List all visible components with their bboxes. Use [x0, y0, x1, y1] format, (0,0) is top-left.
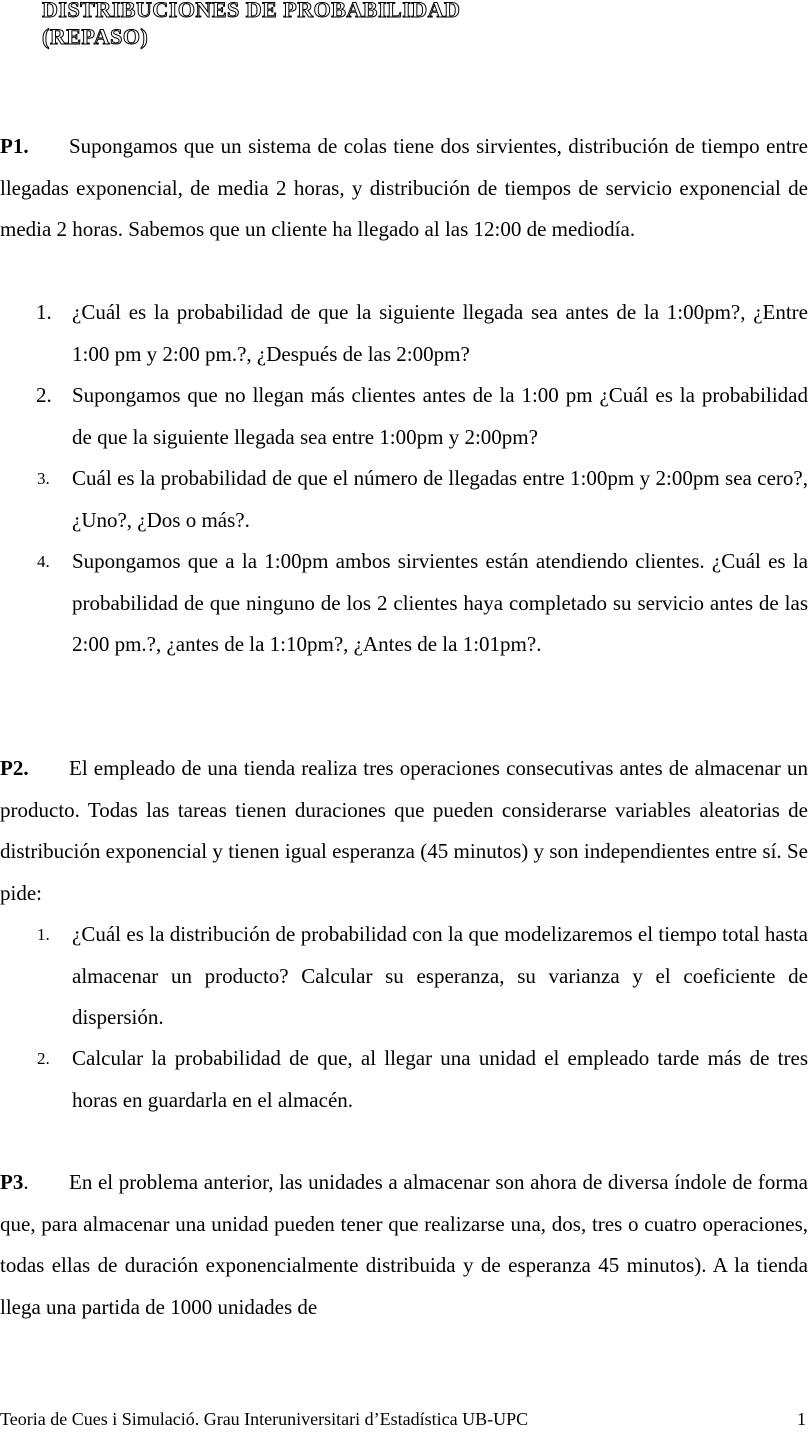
item-number: 1. — [36, 300, 52, 324]
page-number: 1 — [797, 1409, 806, 1429]
problem-3-label — [0, 1162, 69, 1204]
problem-3-text: En el problema anterior, las unidades a almacenar son ahora de diversa índole de forma que, para almacenar una unidad pueden tener que realizarse una, dos, tres o cuatro operaciones, todas ellas de duración exponencialmente distribuida y de esperanza 45 minutos). A la tienda llega una partida de 1000 unidades de — [0, 1170, 808, 1319]
problem-1-statement — [0, 126, 808, 251]
item-text: Cuál es la probabilidad de que el número de llegadas entre 1:00pm y 2:00pm sea cero?, ¿Uno?, ¿Dos o más?. — [72, 466, 808, 532]
problem-1-label: P1. — [0, 134, 29, 158]
problem-3-label-text: P3 — [0, 1170, 24, 1194]
problem-2-label: P2. — [0, 756, 29, 780]
item-text: Supongamos que a la 1:00pm ambos sirvientes están atendiendo clientes. ¿Cuál es la probabilidad de que ninguno de los 2 clientes haya completado su servicio antes de las 2:00 pm.?, ¿antes de la 1:10pm?, ¿Antes de la 1:01pm?. — [72, 549, 808, 656]
problem-1-item-4 — [0, 541, 808, 666]
problem-2-statement — [0, 748, 808, 914]
problem-1-text: Supongamos que un sistema de colas tiene dos sirvientes, distribución de tiempo entre llegadas exponencial, de media 2 horas, y distribución de tiempos de servicio exponencial de media 2 horas. Sabemos que un cliente ha llegado al las 12:00 de mediodía. — [0, 134, 808, 241]
problem-1-item-2 — [0, 375, 808, 458]
problem-3-statement — [0, 1162, 808, 1328]
document-title-line-2: (REPASO) — [42, 24, 149, 49]
page-footer — [0, 1406, 808, 1432]
item-text: Calcular la probabilidad de que, al llegar una unidad el empleado tarde más de tres horas en guardarla en el almacén. — [72, 1046, 808, 1112]
item-text: ¿Cuál es la distribución de probabilidad con la que modelizaremos el tiempo total hasta almacenar un producto? Calcular su esperanza, su varianza y el coeficiente de dispersión. — [72, 922, 808, 1029]
item-text: ¿Cuál es la probabilidad de que la siguiente llegada sea antes de la 1:00pm?, ¿Entre 1:00 pm y 2:00 pm.?, ¿Después de las 2:00pm? — [72, 300, 808, 366]
problem-2-text: El empleado de una tienda realiza tres operaciones consecutivas antes de almacenar un producto. Todas las tareas tienen duraciones que pueden considerarse variables aleatorias de distribución exponencial y tienen igual esperanza (45 minutos) y son independientes entre sí. Se pide: — [0, 756, 808, 905]
item-number: 3. — [37, 469, 50, 488]
item-number: 1. — [37, 925, 50, 944]
problem-2-item-1 — [0, 914, 808, 1039]
item-number: 2. — [36, 383, 52, 407]
item-number: 2. — [37, 1049, 50, 1068]
document-title-line-1: DISTRIBUCIONES DE PROBABILIDAD — [42, 0, 461, 22]
problem-2-item-2 — [0, 1038, 808, 1121]
footer-course-text: Teoria de Cues i Simulació. Grau Interuniversitari d’Estadística UB-UPC — [0, 1409, 529, 1429]
item-number: 4. — [37, 552, 50, 571]
problem-3-label-dot: . — [23, 1170, 29, 1194]
problem-1-item-1 — [0, 292, 808, 375]
item-text: Supongamos que no llegan más clientes antes de la 1:00 pm ¿Cuál es la probabilidad de que la siguiente llegada sea entre 1:00pm y 2:00pm? — [72, 383, 808, 449]
document-title — [42, 0, 460, 50]
problem-1-item-3 — [0, 458, 808, 541]
